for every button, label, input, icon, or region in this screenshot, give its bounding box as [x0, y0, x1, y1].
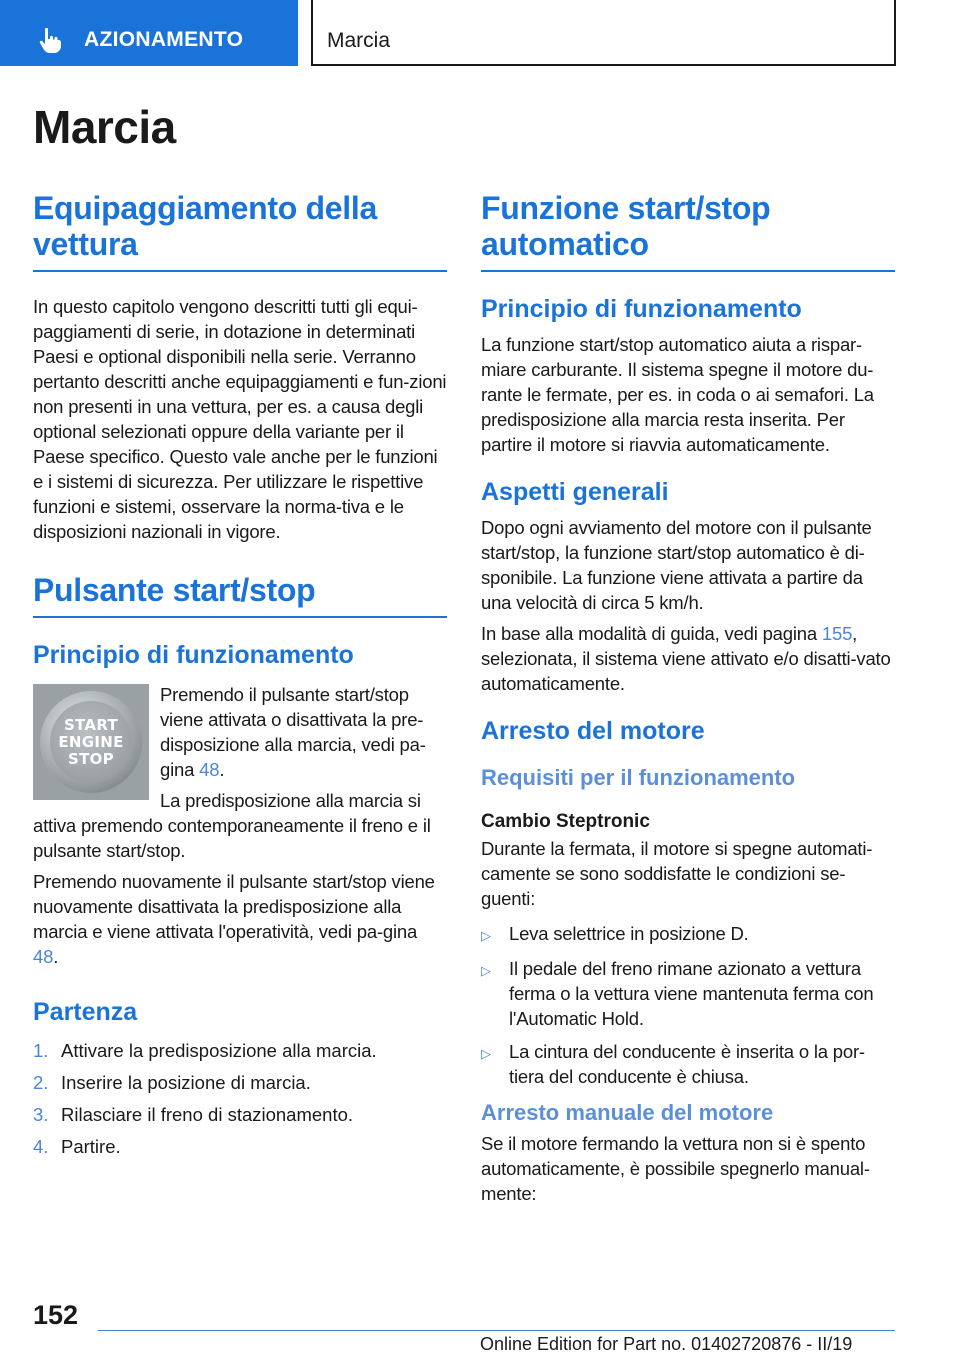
button-text-start: START — [63, 715, 119, 734]
page-link-155[interactable]: 155 — [821, 623, 853, 644]
requirements-heading: Requisiti per il funzionamento — [481, 765, 796, 790]
principle-heading-right: Principio di funzionamento — [481, 295, 802, 323]
triangle-bullet-icon: ▷ — [481, 963, 491, 978]
list-item: 2. Inserire la posizione di marcia. — [33, 1072, 311, 1093]
footer-divider — [98, 1330, 895, 1331]
page-number: 152 — [33, 1300, 79, 1330]
chapter-label: Marcia — [327, 29, 391, 52]
hand-pointer-icon — [36, 26, 64, 54]
principle-text-2: La predisposizione alla marcia si attiva premendo contemporaneamente il freno e il pulsante start/stop. — [33, 790, 431, 861]
list-item: 4. Partire. — [33, 1136, 121, 1157]
section-label: AZIONAMENTO — [84, 28, 244, 51]
button-text-engine: ENGINE — [58, 732, 124, 751]
triangle-bullet-icon: ▷ — [481, 928, 491, 943]
page-header — [0, 0, 960, 66]
stop-heading: Arresto del motore — [481, 717, 705, 745]
equip-heading: Equipaggiamento della vettura — [33, 190, 447, 272]
manual-stop-heading: Arresto manuale del motore — [481, 1100, 774, 1125]
mode-text: In base alla modalità di guida, vedi pagina 155, selezionata, il sistema viene attivato e/o disatti-vato automaticamente. — [481, 623, 891, 694]
list-item: ▷ Il pedale del freno rimane azionato a vettura ferma o la vettura viene mantenuta ferma con l'Automatic Hold. — [481, 958, 874, 1029]
equip-text: In questo capitolo vengono descritti tutti gli equi-paggiamenti di serie, in dotazione in determinati Paesi e optional disponibili nella serie. Verranno pertanto descritti anche equipaggiamenti e fun-zioni non presenti in una vettura, per es. a causa degli optional selezionati oppure della variante per il Paese specifico. Questo vale anche per le funzioni e i sistemi di sicurezza. Per utilizzare le rispettive funzioni e sistemi, osservare la norma-tiva e le disposizioni nazionali in vigore. — [33, 296, 447, 542]
triangle-bullet-icon: ▷ — [481, 1046, 491, 1061]
gearbox-text: Durante la fermata, il motore si spegne automati-camente se sono soddisfatte le condizioni se-guenti: — [481, 838, 873, 909]
chapter-tab[interactable] — [311, 0, 896, 66]
page-title: Marcia — [33, 101, 176, 153]
gearbox-heading: Cambio Steptronic — [481, 811, 650, 832]
page-link-48-b[interactable]: 48 — [33, 946, 54, 967]
principle-text-1: Premendo il pulsante start/stop viene attivata o disattivata la pre-disposizione alla marcia, vedi pa-gina 48. — [160, 684, 426, 780]
condition-list — [481, 921, 895, 1089]
func-heading: Funzione start/stop automatico — [481, 190, 895, 272]
startstop-heading: Pulsante start/stop — [33, 572, 447, 618]
list-item: 3. Rilasciare il freno di stazionamento. — [33, 1104, 354, 1125]
section-tab[interactable] — [0, 0, 298, 66]
list-item: ▷ La cintura del conducente è inserita o la por-tiera del conducente è chiusa. — [481, 1041, 865, 1087]
page-link-48[interactable]: 48 — [199, 759, 220, 780]
principle-text-right: La funzione start/stop automatico aiuta a rispar-miare carburante. Il sistema spegne il motore du-rante le fermate, per es. in coda o ai semafori. La predisposizione alla marcia resta inserita. Per partire il motore si riavvia automaticamente. — [481, 334, 874, 455]
principle-heading-left: Principio di funzionamento — [33, 641, 354, 669]
list-item: 1. Attivare la predisposizione alla marcia. — [33, 1040, 377, 1061]
partenza-steps — [33, 1035, 447, 1163]
general-text: Dopo ogni avviamento del motore con il pulsante start/stop, la funzione start/stop automatico è di-sponibile. La funzione viene attivata a partire da una velocità di circa 5 km/h. — [481, 517, 872, 613]
general-heading: Aspetti generali — [481, 478, 669, 506]
manual-stop-text: Se il motore fermando la vettura non si è spento automaticamente, è possibile spegnerlo manual-mente: — [481, 1133, 870, 1204]
left-column — [33, 190, 447, 1163]
button-text-stop: STOP — [68, 749, 114, 768]
principle-text-3: Premendo nuovamente il pulsante start/stop viene nuovamente disattivata la predisposizione alla marcia e viene attivata l'operatività, vedi pa-gina 48. — [33, 871, 435, 967]
start-stop-button-image — [33, 684, 149, 800]
partenza-heading: Partenza — [33, 998, 138, 1026]
list-item: ▷ Leva selettrice in posizione D. — [481, 921, 895, 948]
edition-text: Online Edition for Part no. 01402720876 - II/19 — [480, 1334, 853, 1354]
right-column — [481, 190, 895, 1212]
